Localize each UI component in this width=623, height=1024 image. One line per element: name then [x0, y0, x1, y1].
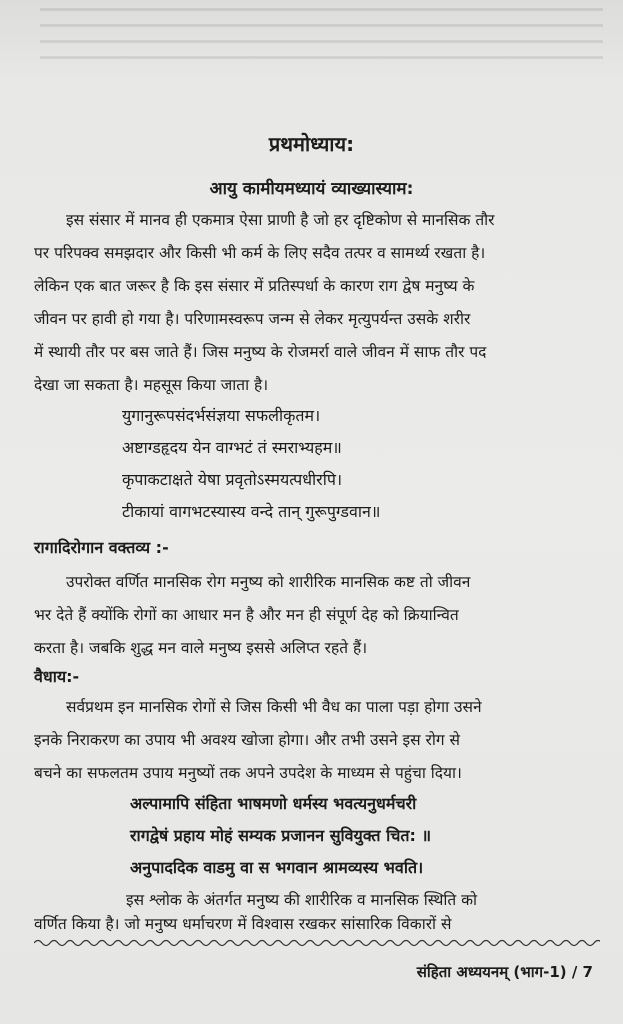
chapter-title: प्रथमोध्याय: — [268, 132, 355, 156]
verse1-line: अष्टाग्डहृदय येन वाग्भटं तं स्मराभ्यहम॥ — [122, 438, 342, 457]
para1-line: जीवन पर हावी हो गया है। परिणामस्वरूप जन्म से लेकर मृत्युपर्यन्त उसके शरीर — [34, 310, 471, 328]
para2-line: भर देते हैं क्योंकि रोगों का आधार मन है और मन ही संपूर्ण देह को क्रियान्वित — [34, 606, 459, 624]
para2-line: उपरोक्त वर्णित मानसिक रोग मनुष्य को शारीरिक मानसिक कष्ट तो जीवन — [66, 573, 471, 591]
page-footer: संहिता अध्ययनम् (भाग-1) / 7 — [416, 963, 593, 981]
para1-line: इस संसार में मानव ही एकमात्र ऐसा प्राणी है जो हर दृष्टिकोण से मानसिक तौर — [66, 211, 495, 229]
section-heading: रागादिरोगान वक्तव्य :- — [34, 538, 169, 557]
para4-line: वर्णित किया है। जो मनुष्य धर्माचरण में विश्वास रखकर सांसारिक विकारों से — [34, 915, 452, 933]
verse2-line: रागद्वेषं प्रहाय मोहं सम्यक प्रजानन सुवियुक्त चित: ॥ — [130, 826, 432, 845]
verse2-line: अल्पामापि संहिता भाषमणो धर्मस्य भवत्यनुधर्मचरी — [130, 794, 417, 813]
bleed-through-text — [40, 8, 603, 68]
section-heading: वैधाय:- — [34, 667, 80, 686]
para3-line: सर्वप्रथम इन मानसिक रोगों से जिस किसी भी वैध का पाला पड़ा होगा उसने — [66, 698, 482, 716]
para3-line: बचने का सफलतम उपाय मनुष्यों तक अपने उपदेश के माध्यम से पहुंचा दिया। — [34, 764, 462, 782]
para1-line: में स्थायी तौर पर बस जाते हैं। जिस मनुष्य के रोजमर्रा वाले जीवन में साफ तौर पद — [34, 343, 487, 361]
verse1-line: टीकायां वागभटस्यास्य वन्दे तान् गुरूपुग्डवान॥ — [122, 502, 381, 521]
para2-line: करता है। जबकि शुद्ध मन वाले मनुष्य इससे अलिप्त रहते हैं। — [34, 639, 368, 657]
wavy-divider — [34, 938, 600, 948]
verse2-line: अनुपाददिक वाडमु वा स भगवान श्रामव्यस्य भवति। — [130, 858, 424, 877]
para1-line: लेकिन एक बात जरूर है कि इस संसार में प्रतिस्पर्धा के कारण राग द्वेष मनुष्य के — [34, 277, 475, 295]
chapter-subtitle: आयु कामीयमध्यायं व्याख्यास्याम: — [209, 179, 414, 199]
para3-line: इनके निराकरण का उपाय भी अवश्य खोजा होगा। और तभी उसने इस रोग से — [34, 731, 460, 749]
para4-line: इस श्लोक के अंतर्गत मनुष्य की शारीरिक व मानसिक स्थिति को — [126, 891, 478, 909]
verse1-line: युगानुरूपसंदर्भसंज्ञया सफलीकृतम। — [122, 406, 321, 425]
para1-line: देखा जा सकता है। महसूस किया जाता है। — [34, 376, 269, 394]
para1-line: पर परिपक्व समझदार और किसी भी कर्म के लिए सदैव तत्पर व सामर्थ्य रखता है। — [34, 244, 486, 262]
verse1-line: कृपाकटाक्षते येषा प्रवृतोऽस्मयत्पधीरपि। — [122, 470, 343, 489]
